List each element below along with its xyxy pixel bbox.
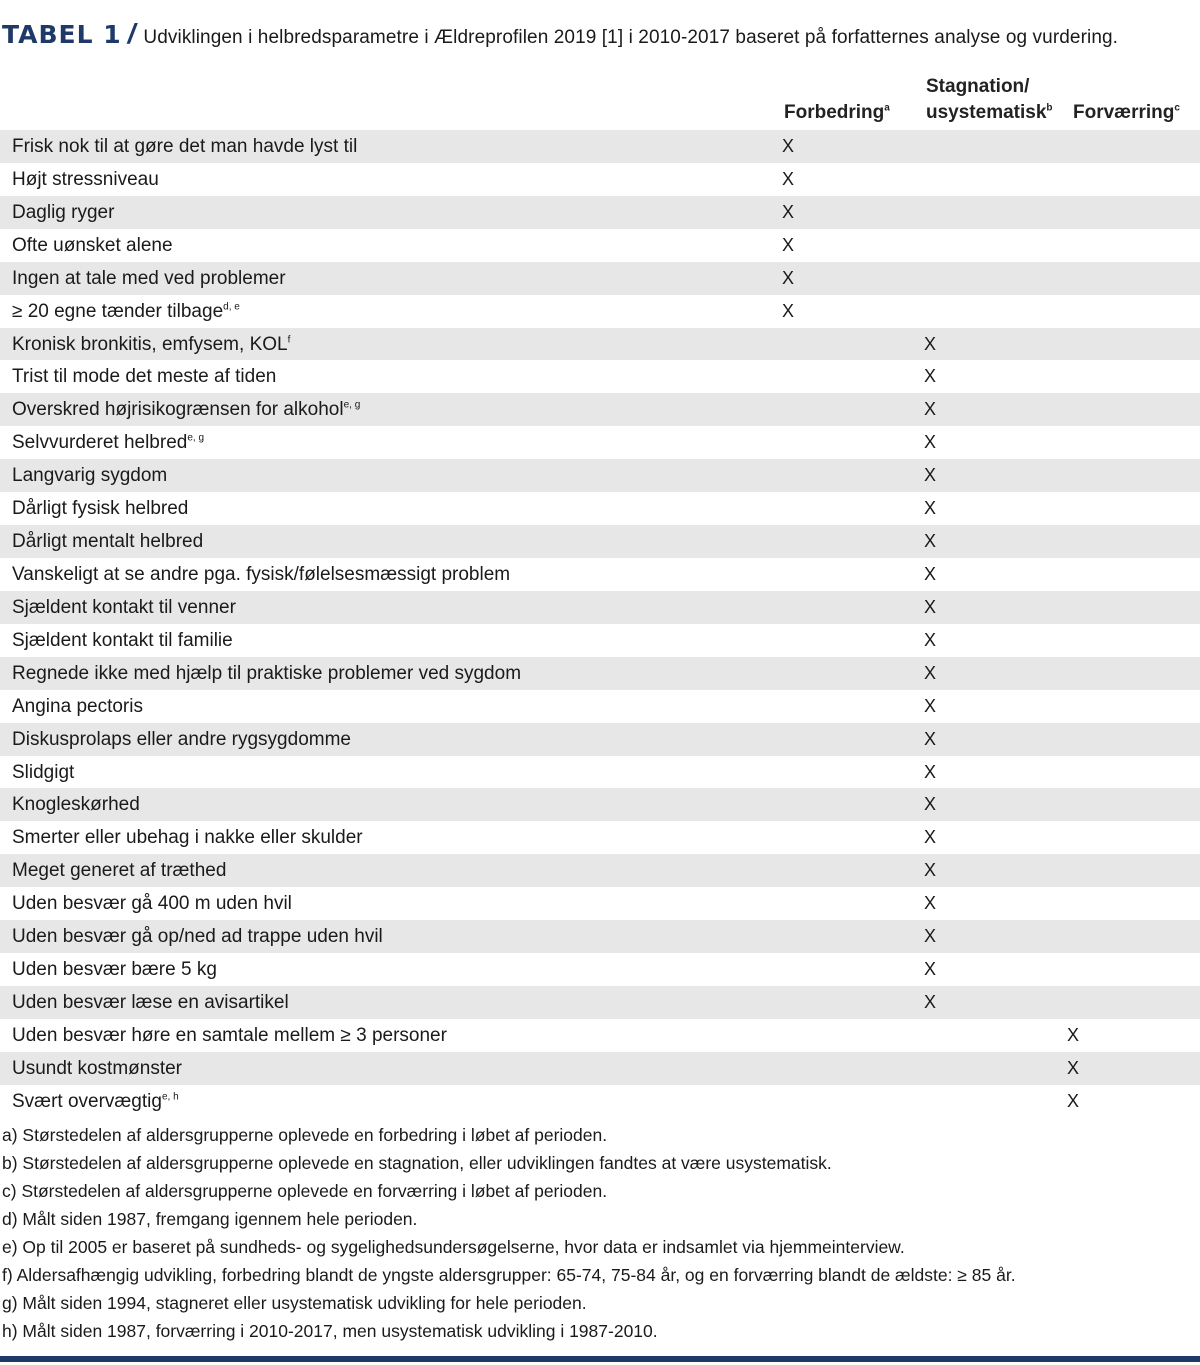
row-mark: X bbox=[1066, 1057, 1079, 1078]
row-label: Kronisk bronkitis, emfysem, KOL$^f$ bbox=[12, 333, 291, 355]
row-mark: X bbox=[923, 432, 936, 453]
row-mark: X bbox=[923, 498, 936, 519]
table-row bbox=[0, 426, 1200, 459]
row-label: Sjældent kontakt til familie bbox=[12, 629, 233, 651]
row-mark: X bbox=[923, 465, 936, 486]
table-row bbox=[0, 393, 1200, 426]
row-label: Meget generet af træthed bbox=[12, 860, 227, 882]
row-mark: X bbox=[923, 827, 936, 848]
row-label: Højt stressniveau bbox=[12, 168, 159, 190]
row-mark: X bbox=[923, 662, 936, 683]
column-header-forbedring: Forbedring$^a$ bbox=[784, 102, 890, 123]
row-mark: X bbox=[1066, 1024, 1079, 1045]
footnote: f) Aldersafhængig udvikling, forbedring blandt de yngste aldersgrupper: 65-74, 75-84 år, og en forværring blandt de ældste: ≥ 85 år. bbox=[2, 1265, 1016, 1285]
row-mark: X bbox=[923, 860, 936, 881]
row-label: Diskusprolaps eller andre rygsygdomme bbox=[12, 728, 351, 750]
row-label: Ofte uønsket alene bbox=[12, 234, 173, 256]
table-row bbox=[0, 756, 1200, 789]
table-row bbox=[0, 459, 1200, 492]
footnotes bbox=[2, 1121, 1192, 1345]
row-label: Frisk nok til at gøre det man havde lyst til bbox=[12, 136, 358, 157]
footnote: b) Størstedelen af aldersgrupperne oplevede en stagnation, eller udviklingen fandtes at være usystematisk. bbox=[2, 1153, 832, 1173]
row-mark: X bbox=[923, 629, 936, 650]
column-header-forvaerring: Forværring$^c$ bbox=[1073, 102, 1180, 123]
row-label: Overskred højrisikogrænsen for alkohol$^{e, g}$ bbox=[12, 399, 361, 421]
footnote: a) Størstedelen af aldersgrupperne oplevede en forbedring i løbet af perioden. bbox=[2, 1125, 608, 1145]
table-row bbox=[0, 229, 1200, 262]
footnote: g) Målt siden 1994, stagneret eller usystematisk udvikling for hele perioden. bbox=[2, 1293, 587, 1313]
row-label: Usundt kostmønster bbox=[12, 1057, 182, 1079]
row-label: Uden besvær bære 5 kg bbox=[12, 959, 217, 981]
row-label: Smerter eller ubehag i nakke eller skulder bbox=[12, 827, 363, 849]
table-row bbox=[0, 196, 1200, 229]
table-row bbox=[0, 690, 1200, 723]
row-mark: X bbox=[781, 234, 794, 255]
row-mark: X bbox=[1066, 1090, 1079, 1111]
row-mark: X bbox=[923, 959, 936, 980]
footnote: d) Målt siden 1987, fremgang igennem hele perioden. bbox=[2, 1209, 418, 1229]
table-row bbox=[0, 1052, 1200, 1085]
table-row bbox=[0, 723, 1200, 756]
table-caption: Udviklingen i helbredsparametre i Ældreprofilen 2019 [1] i 2010-2017 baseret på forfatternes analyse og vurdering. bbox=[143, 27, 1119, 48]
row-label: Uden besvær høre en samtale mellem ≥ 3 personer bbox=[12, 1024, 447, 1046]
row-label: Svært overvægtig$^{e, h}$ bbox=[12, 1090, 179, 1112]
row-mark: X bbox=[923, 794, 936, 815]
row-label: Uden besvær læse en avisartikel bbox=[12, 991, 289, 1013]
table-row bbox=[0, 360, 1200, 393]
row-mark: X bbox=[923, 893, 936, 914]
row-mark: X bbox=[781, 300, 794, 321]
row-label: ≥ 20 egne tænder tilbage$^{d, e}$ bbox=[12, 300, 240, 322]
table-row bbox=[0, 130, 1200, 163]
row-mark: X bbox=[781, 201, 794, 222]
row-mark: X bbox=[923, 926, 936, 947]
row-mark: X bbox=[781, 168, 794, 189]
table-number: TABEL 1 bbox=[2, 20, 122, 49]
table-row bbox=[0, 953, 1200, 986]
row-mark: X bbox=[781, 267, 794, 288]
row-label: Langvarig sygdom bbox=[12, 465, 168, 487]
row-mark: X bbox=[923, 333, 936, 354]
table-row bbox=[0, 262, 1200, 295]
row-label: Daglig ryger bbox=[12, 201, 115, 223]
row-label: Vanskeligt at se andre pga. fysisk/følelsesmæssigt problem bbox=[12, 563, 511, 585]
row-label: Angina pectoris bbox=[12, 695, 143, 717]
row-label: Slidgigt bbox=[12, 761, 75, 783]
row-mark: X bbox=[781, 136, 794, 156]
row-label: Ingen at tale med ved problemer bbox=[12, 267, 286, 289]
row-label: Trist til mode det meste af tiden bbox=[12, 366, 277, 388]
row-mark: X bbox=[923, 531, 936, 552]
table-row bbox=[0, 163, 1200, 196]
row-label: Selvvurderet helbred$^{e, g}$ bbox=[12, 432, 205, 454]
table-body bbox=[0, 130, 1200, 1118]
table-row bbox=[0, 1085, 1200, 1118]
table-row bbox=[0, 295, 1200, 328]
footnote: c) Størstedelen af aldersgrupperne oplevede en forværring i løbet af perioden. bbox=[2, 1181, 608, 1201]
row-mark: X bbox=[923, 399, 936, 420]
row-label: Dårligt mentalt helbred bbox=[12, 531, 204, 553]
row-mark: X bbox=[923, 991, 936, 1012]
row-mark: X bbox=[923, 563, 936, 584]
table-row bbox=[0, 887, 1200, 920]
bottom-rule bbox=[0, 1356, 1200, 1362]
table-row bbox=[0, 328, 1200, 361]
title-separator: / bbox=[127, 18, 136, 49]
table-row bbox=[0, 1019, 1200, 1052]
table-row bbox=[0, 525, 1200, 558]
table-row bbox=[0, 591, 1200, 624]
row-mark: X bbox=[923, 728, 936, 749]
footnote: h) Målt siden 1987, forværring i 2010-2017, men usystematisk udvikling i 1987-2010. bbox=[2, 1321, 658, 1341]
row-mark: X bbox=[923, 761, 936, 782]
table-row bbox=[0, 821, 1200, 854]
table-row bbox=[0, 657, 1200, 690]
table-row bbox=[0, 558, 1200, 591]
row-label: Uden besvær gå 400 m uden hvil bbox=[12, 893, 292, 915]
column-header-stagnation: Stagnation/ usystematisk$^b$ bbox=[926, 76, 1053, 123]
row-label: Dårligt fysisk helbred bbox=[12, 498, 189, 520]
row-label: Regnede ikke med hjælp til praktiske problemer ved sygdom bbox=[12, 662, 522, 684]
row-mark: X bbox=[923, 695, 936, 716]
table-row bbox=[0, 624, 1200, 657]
row-label: Knogleskørhed bbox=[12, 794, 140, 816]
health-parameters-table bbox=[0, 66, 1200, 1118]
row-mark: X bbox=[923, 596, 936, 617]
table-header bbox=[0, 66, 1200, 130]
table-title bbox=[0, 18, 1200, 58]
table-row bbox=[0, 854, 1200, 887]
table-row bbox=[0, 920, 1200, 953]
table-row bbox=[0, 492, 1200, 525]
table-row bbox=[0, 986, 1200, 1019]
row-label: Sjældent kontakt til venner bbox=[12, 596, 236, 618]
footnote: e) Op til 2005 er baseret på sundheds- og sygelighedsundersøgelserne, hvor data er indsamlet via hjemmeinterview. bbox=[2, 1237, 905, 1257]
row-label: Uden besvær gå op/ned ad trappe uden hvil bbox=[12, 926, 383, 948]
row-mark: X bbox=[923, 366, 936, 387]
table-row bbox=[0, 788, 1200, 821]
